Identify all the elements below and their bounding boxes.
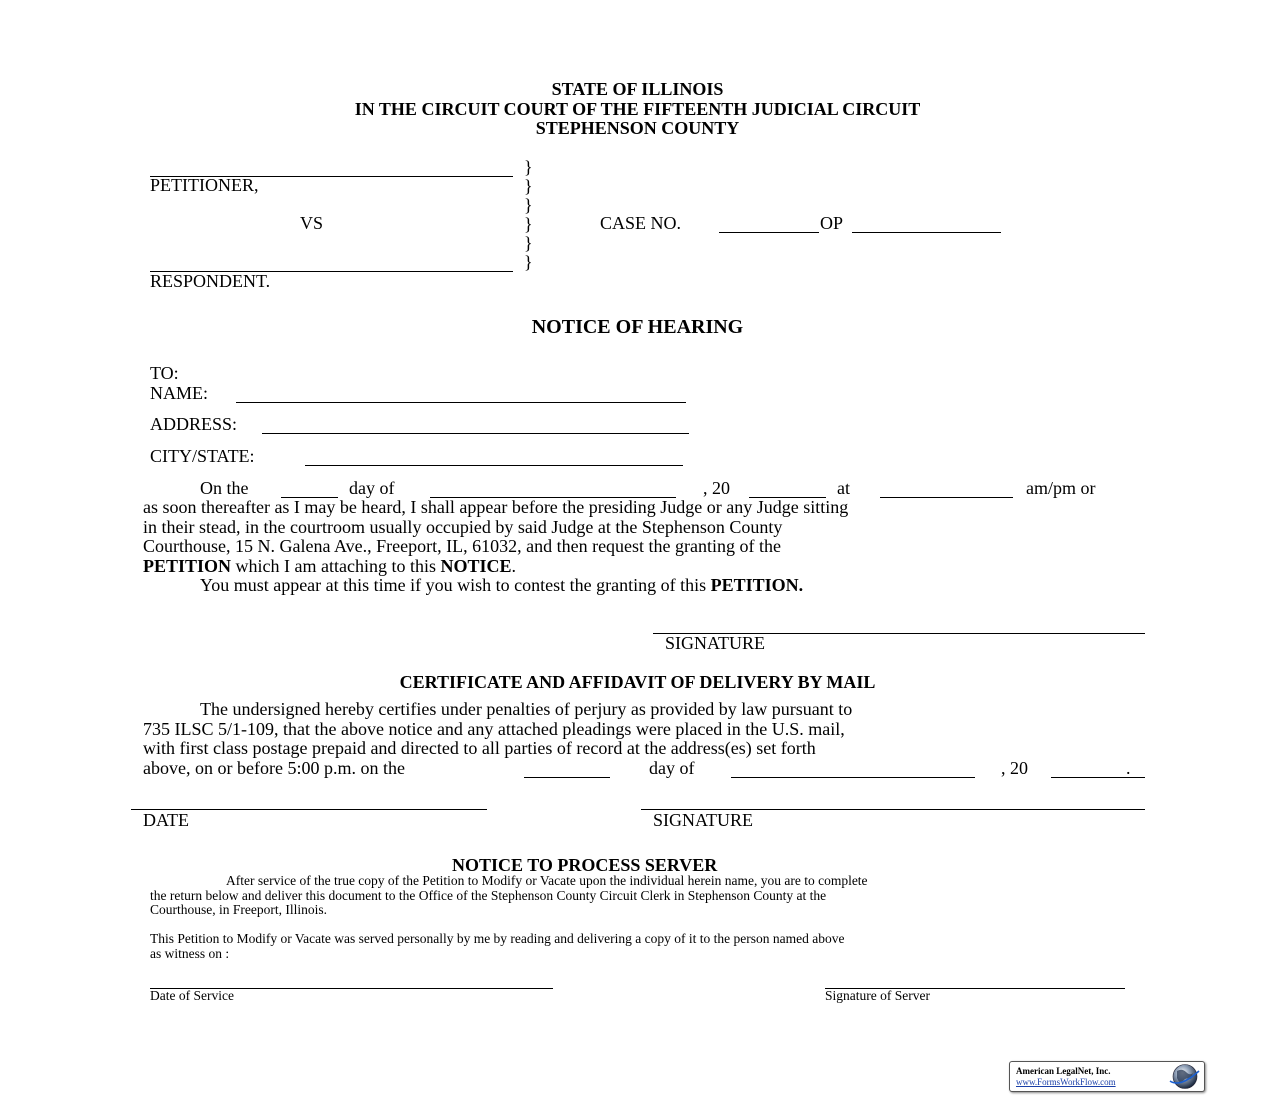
certificate-signature-label: SIGNATURE (653, 810, 754, 830)
notice-body-line: Courthouse, 15 N. Galena Ave., Freeport, IL, 61032, and then request the granting of the (143, 536, 782, 556)
address-field[interactable] (262, 433, 689, 434)
date-of-service-label: Date of Service (150, 988, 234, 1003)
certificate-body-line: with first class postage prepaid and directed to all parties of record at the address(es) set forth (143, 738, 816, 758)
name-label: NAME: (150, 383, 208, 403)
mail-comma-20-text: , 20 (1001, 758, 1028, 778)
certificate-body-line: above, on or before 5:00 p.m. on the (143, 757, 405, 778)
mail-month-field[interactable] (731, 777, 975, 778)
notice-signature-label: SIGNATURE (665, 633, 766, 653)
process-server-line: Courthouse, in Freeport, Illinois. (150, 902, 327, 917)
notice-body-fragment: which I am attaching to this (231, 555, 441, 576)
caption-brace: } (524, 214, 533, 234)
certificate-body (143, 700, 852, 778)
date-label: DATE (143, 810, 189, 830)
on-the-text: On the (200, 478, 249, 498)
notice-body-line (143, 576, 848, 596)
case-op-label: OP (820, 213, 844, 233)
petition-bold: PETITION (143, 555, 232, 576)
process-server-return (150, 932, 844, 961)
notice-body (143, 498, 848, 596)
day-of-text: day of (349, 478, 395, 498)
certificate-body-line: The undersigned hereby certifies under penalties of perjury as provided by law pursuant to (200, 699, 853, 719)
notice-body-fragment: . (511, 555, 516, 576)
header-state: STATE OF ILLINOIS (551, 79, 724, 99)
comma-20-text: , 20 (703, 478, 730, 498)
hearing-time-field[interactable] (880, 497, 1013, 498)
caption-brace: } (524, 176, 533, 196)
mail-period: . (1126, 758, 1131, 778)
city-state-field[interactable] (305, 465, 683, 466)
process-server-line: as witness on : (150, 945, 230, 961)
header-court: IN THE CIRCUIT COURT OF THE FIFTEENTH JUDICIAL CIRCUIT (354, 99, 921, 119)
at-text: at (837, 478, 850, 498)
petition-bold: PETITION. (710, 575, 804, 595)
to-label: TO: (150, 363, 179, 383)
caption-brace: } (524, 252, 533, 272)
respondent-label: RESPONDENT. (150, 271, 271, 291)
caption-brace: } (524, 157, 533, 177)
caption-brace: } (524, 195, 533, 215)
american-legalnet-logo[interactable] (1009, 1061, 1205, 1092)
process-server-line: After service of the true copy of the Petition to Modify or Vacate upon the individual herein name, you are to complete (226, 873, 868, 888)
notice-bold: NOTICE (440, 555, 512, 576)
caption-brace: } (524, 233, 533, 253)
address-label: ADDRESS: (150, 414, 238, 434)
process-server-line: the return below and deliver this document to the Office of the Stephenson County Circuit Clerk in Stephenson County at the (150, 887, 827, 903)
notice-title: NOTICE OF HEARING (531, 316, 744, 338)
process-server-instructions (150, 874, 868, 918)
mail-day-field[interactable] (524, 777, 610, 778)
city-state-label: CITY/STATE: (150, 446, 255, 466)
certificate-body-line: 735 ILSC 5/1-109, that the above notice and any attached pleadings were placed in the U.S. mail, (143, 718, 845, 739)
process-server-title: NOTICE TO PROCESS SERVER (452, 855, 718, 875)
certificate-title: CERTIFICATE AND AFFIDAVIT OF DELIVERY BY MAIL (399, 672, 876, 692)
notice-body-fragment: You must appear at this time if you wish to contest the granting of this (200, 575, 711, 595)
header-county: STEPHENSON COUNTY (535, 118, 740, 138)
notice-body-line (143, 557, 848, 577)
case-no-field[interactable] (719, 232, 819, 233)
server-signature-label: Signature of Server (825, 988, 930, 1003)
petitioner-label: PETITIONER, (150, 175, 259, 195)
ampm-text: am/pm or (1026, 478, 1096, 498)
case-no-label: CASE NO. (600, 213, 682, 233)
globe-icon (1166, 1063, 1202, 1090)
notice-body-line: as soon thereafter as I may be heard, I shall appear before the presiding Judge or any Judge sitting (143, 497, 849, 517)
logo-company: American LegalNet, Inc. (1016, 1066, 1111, 1076)
vs-label: VS (300, 213, 324, 233)
mail-day-of-text: day of (649, 758, 695, 778)
process-server-line: This Petition to Modify or Vacate was served personally by me by reading and delivering a copy of it to the person named above (150, 931, 845, 946)
mail-year-field[interactable] (1051, 777, 1145, 778)
logo-url[interactable]: www.FormsWorkFlow.com (1016, 1077, 1116, 1087)
notice-body-line: in their stead, in the courtroom usually occupied by said Judge at the Stephenson County (143, 516, 783, 537)
name-field[interactable] (236, 402, 686, 403)
case-op-field[interactable] (852, 232, 1001, 233)
